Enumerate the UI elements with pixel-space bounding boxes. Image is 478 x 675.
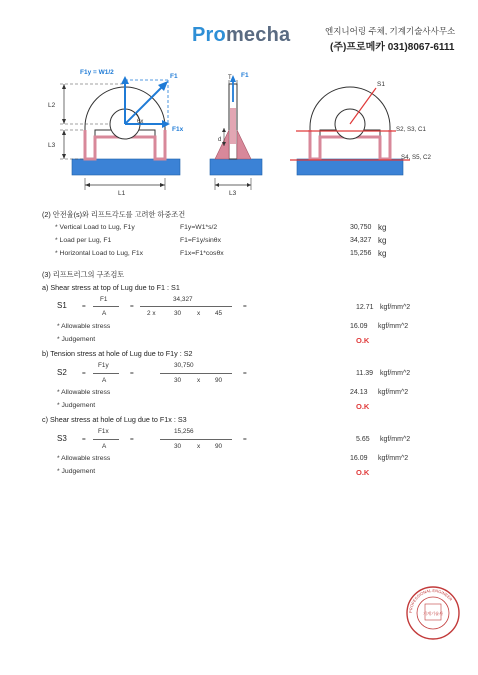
check-c-num: F1x <box>98 428 109 435</box>
side-base-plate <box>210 159 262 175</box>
check-a-judgement: O.K <box>356 336 370 345</box>
load-section-title: (2) 안전율(s)와 리프트각도를 고려한 하중조건 <box>42 210 186 219</box>
front-base-plate <box>72 159 180 175</box>
load-row-name: * Load per Lug, F1 <box>55 237 112 244</box>
check-c-judgement: O.K <box>356 468 370 477</box>
check-c-lhs: S3 <box>57 434 67 443</box>
check-b-den: A <box>102 377 107 384</box>
l2-label: L2 <box>48 102 56 109</box>
check-c-allow: 16.09 <box>350 455 368 462</box>
load-row-formula: F1y=W1*s/2 <box>180 224 218 231</box>
check-a-num: F1 <box>100 296 108 303</box>
section-view <box>290 81 431 175</box>
load-row-value: 15,256 <box>350 250 372 257</box>
side-f1-label: F1 <box>241 72 249 79</box>
check-a-lhs: S1 <box>57 301 67 310</box>
check-a-result: 12.71 <box>356 304 374 311</box>
f1x-label: F1x <box>172 126 184 133</box>
l3-label: L3 <box>48 142 56 149</box>
check-b-allow: 24.13 <box>350 389 368 396</box>
f1y-label: F1y = W1/2 <box>80 69 114 76</box>
load-row-formula: F1x=F1*cosθx <box>180 250 224 257</box>
side-t-label: T <box>228 75 232 81</box>
side-d-label: d <box>218 137 222 143</box>
f1-label: F1 <box>170 73 178 80</box>
side-view <box>210 72 262 197</box>
check-b-title: b) Tension stress at hole of Lug due to F1y : S2 <box>42 349 193 358</box>
load-row-unit: kg <box>378 223 387 232</box>
load-row-name: * Horizontal Load to Lug, F1x <box>55 250 144 257</box>
side-l3-label: L3 <box>229 190 237 197</box>
load-row-unit: kg <box>378 236 387 245</box>
company-logo: Promecha <box>192 24 291 46</box>
load-row-name: * Vertical Load to Lug, F1y <box>55 224 135 231</box>
theta-label: θx <box>137 119 144 125</box>
check-b-num2: 30,750 <box>174 362 194 369</box>
seal-outer-text: PROFESSIONAL ENGINEER <box>407 587 454 614</box>
load-row-unit: kg <box>378 249 387 258</box>
check-a-num2: 34,327 <box>173 296 193 303</box>
lug-diagram <box>0 0 478 205</box>
check-c-title: c) Shear stress at hole of Lug due to F1x : S3 <box>42 415 187 424</box>
check-c-den: A <box>102 443 107 450</box>
check-c-num2: 15,256 <box>174 428 194 435</box>
engineer-seal <box>405 585 461 641</box>
review-section-title: (3) 리프트러그의 구조검토 <box>42 270 125 279</box>
check-b-num: F1y <box>98 362 109 369</box>
l1-label: L1 <box>118 190 126 197</box>
load-row-value: 30,750 <box>350 224 372 231</box>
company-tagline: 엔지니어링 주체, 기계기술사사무소 <box>325 26 456 36</box>
section-base-plate <box>297 159 403 175</box>
company-phone: (주)프로메카 031)8067-6111 <box>330 42 455 53</box>
s2-label: S2, S3, C1 <box>396 126 426 133</box>
check-a-allow: 16.09 <box>350 323 368 330</box>
seal-inner-text: 기계기술사 <box>422 611 444 616</box>
check-a-den: A <box>102 310 107 317</box>
check-b-lhs: S2 <box>57 368 67 377</box>
check-b-judgement: O.K <box>356 402 370 411</box>
load-row-value: 34,327 <box>350 237 372 244</box>
load-row-formula: F1=F1y/sinθx <box>180 237 221 244</box>
front-view <box>48 69 184 197</box>
s1-label: S1 <box>377 81 385 88</box>
s4-label: S4, S5, C2 <box>401 154 431 161</box>
check-c-result: 5.65 <box>356 436 370 443</box>
check-a-title: a) Shear stress at top of Lug due to F1 : S1 <box>42 283 180 292</box>
side-gusset-right <box>237 130 251 159</box>
side-gusset-left <box>215 130 229 159</box>
check-b-result: 11.39 <box>356 370 373 377</box>
